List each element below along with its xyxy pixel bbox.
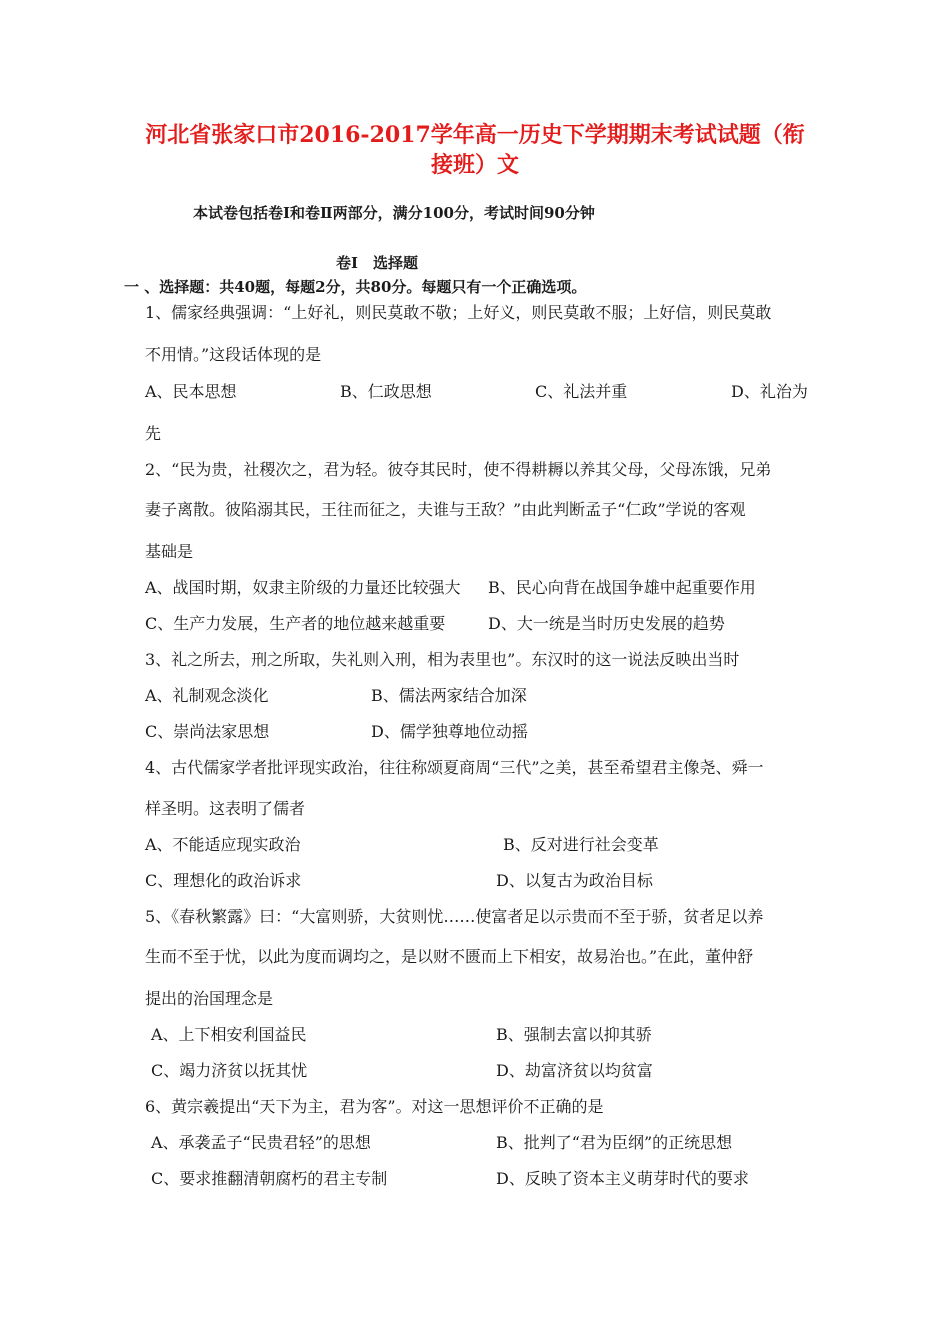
question-stem-line: 不用情。”这段话体现的是 bbox=[145, 345, 322, 364]
question-stem-line: 1、儒家经典强调：“上好礼，则民莫敢不敬；上好义，则民莫敢不服；上好信，则民莫敢 bbox=[145, 303, 772, 322]
exam-title-line2: 接班）文 bbox=[430, 152, 519, 178]
option-a: A、战国时期，奴隶主阶级的力量还比较强大 bbox=[145, 578, 461, 597]
option-d: D、礼治为 bbox=[731, 382, 808, 401]
option-b: B、批判了“君为臣纲”的正统思想 bbox=[496, 1133, 733, 1152]
option-c: C、生产力发展，生产者的地位越来越重要 bbox=[145, 614, 446, 633]
question-stem-line: 生而不至于忧，以此为度而调均之，是以财不匮而上下相安，故易治也。”在此，董仲舒 bbox=[145, 947, 754, 966]
option-d: D、儒学独尊地位动摇 bbox=[371, 722, 528, 741]
exam-subtitle: 本试卷包括卷Ⅰ和卷Ⅱ两部分，满分100分，考试时间90分钟 bbox=[193, 204, 595, 222]
option-d-overflow: 先 bbox=[145, 424, 162, 443]
question-stem-line: 提出的治国理念是 bbox=[145, 989, 274, 1008]
section-title: 卷Ⅰ 选择题 bbox=[336, 254, 419, 272]
option-d: D、以复古为政治目标 bbox=[496, 871, 653, 890]
option-c: C、崇尚法家思想 bbox=[145, 722, 270, 741]
option-a: A、承袭孟子“民贵君轻”的思想 bbox=[151, 1133, 371, 1152]
option-d: D、劫富济贫以均贫富 bbox=[496, 1061, 653, 1080]
option-a: A、民本思想 bbox=[145, 382, 237, 401]
question-stem-line: 基础是 bbox=[145, 542, 194, 561]
option-d: D、大一统是当时历史发展的趋势 bbox=[488, 614, 725, 633]
option-c: C、竭力济贫以抚其忧 bbox=[151, 1061, 308, 1080]
section-instruction: 一 、选择题：共40题，每题2分，共80分。每题只有一个正确选项。 bbox=[124, 278, 587, 296]
question-stem-line: 6、黄宗羲提出“天下为主，君为客”。对这一思想评价不正确的是 bbox=[145, 1097, 604, 1116]
question-stem-line: 3、礼之所去，刑之所取，失礼则入刑，相为表里也”。东汉时的这一说法反映出当时 bbox=[145, 650, 740, 669]
option-a: A、不能适应现实政治 bbox=[145, 835, 301, 854]
option-b: B、反对进行社会变革 bbox=[503, 835, 659, 854]
question-stem-line: 样圣明。这表明了儒者 bbox=[145, 799, 306, 818]
option-b: B、儒法两家结合加深 bbox=[371, 686, 527, 705]
option-d: D、反映了资本主义萌芽时代的要求 bbox=[496, 1169, 749, 1188]
option-b: B、民心向背在战国争雄中起重要作用 bbox=[488, 578, 756, 597]
question-stem-line: 2、“民为贵，社稷次之，君为轻。彼夺其民时，使不得耕耨以养其父母，父母冻饿，兄弟 bbox=[145, 460, 772, 479]
option-b: B、仁政思想 bbox=[340, 382, 432, 401]
option-c: C、理想化的政治诉求 bbox=[145, 871, 302, 890]
question-stem-line: 5、《春秋繁露》曰：“大富则骄，大贫则忧……使富者足以示贵而不至于骄，贫者足以养 bbox=[145, 907, 764, 926]
option-c: C、要求推翻清朝腐朽的君主专制 bbox=[151, 1169, 388, 1188]
exam-title-line1: 河北省张家口市2016-2017学年高一历史下学期期末考试试题（衔 bbox=[145, 122, 805, 148]
option-a: A、礼制观念淡化 bbox=[145, 686, 269, 705]
question-stem-line: 妻子离散。彼陷溺其民，王往而征之，夫谁与王敌？”由此判断孟子“仁政”学说的客观 bbox=[145, 500, 746, 519]
option-b: B、强制去富以抑其骄 bbox=[496, 1025, 652, 1044]
option-a: A、上下相安利国益民 bbox=[151, 1025, 307, 1044]
question-stem-line: 4、古代儒家学者批评现实政治，往往称颂夏商周“三代”之美，甚至希望君主像尧、舜一 bbox=[145, 758, 764, 777]
option-c: C、礼法并重 bbox=[535, 382, 628, 401]
